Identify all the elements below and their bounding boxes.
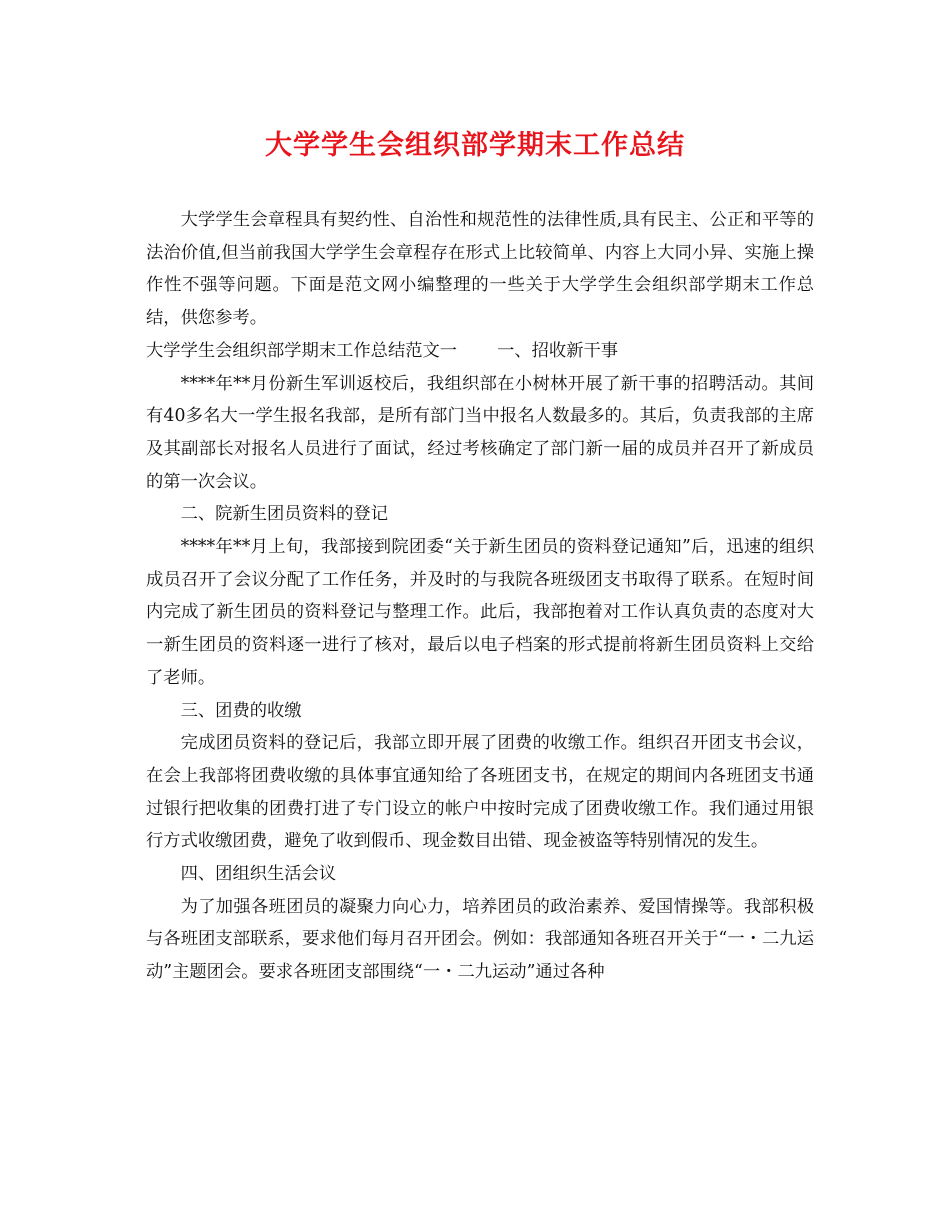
sample-heading: 大学学生会组织部学期末工作总结范文一 [146,340,458,361]
document-body [146,204,814,989]
sample-heading-line [146,335,814,368]
section2-paragraph: ****年**月上旬，我部接到院团委“关于新生团员的资料登记通知”后，迅速的组织成员召开了会议分配了工作任务，并及时的与我院各班级团支书取得了联系。在短时间内完成了新生团员的资料登记与整理工作。此后，我部抱着对工作认真负责的态度对大一新生团员的资料逐一进行了核对，最后以电子档案的形式提前将新生团员资料上交给了老师。 [146,537,814,688]
section2-heading: 二、院新生团员资料的登记 [180,504,388,525]
section4-paragraph: 为了加强各班团员的凝聚力向心力，培养团员的政治素养、爱国情操等。我部积极与各班团支部联系，要求他们每月召开团会。例如：我部通知各班召开关于“一・二九运动”主题团会。要求各班团支部围绕“一・二九运动”通过各种 [146,896,814,983]
section3-heading: 三、团费的收缴 [180,700,302,721]
document-title: 大学学生会组织部学期末工作总结 [265,130,685,161]
section4-heading: 四、团组织生活会议 [180,864,337,885]
section1-paragraph: ****年**月份新生军训返校后，我组织部在小树林开展了新干事的招聘活动。其间有40多名大一学生报名我部，是所有部门当中报名人数最多的。其后，负责我部的主席及其副部长对报名人员进行了面试，经过考核确定了部门新一届的成员并召开了新成员的第一次会议。 [146,373,814,492]
intro-paragraph: 大学学生会章程具有契约性、自治性和规范性的法律性质,具有民主、公正和平等的法治价值,但当前我国大学学生会章程存在形式上比较简单、内容上大同小异、实施上操作性不强等问题。下面是范文网小编整理的一些关于大学学生会组织部学期末工作总结，供您参考。 [146,210,814,329]
section3-paragraph: 完成团员资料的登记后，我部立即开展了团费的收缴工作。组织召开团支书会议，在会上我部将团费收缴的具体事宜通知给了各班团支书，在规定的期间内各班团支书通过银行把收集的团费打进了专门设立的帐户中按时完成了团费收缴工作。我们通过用银行方式收缴团费，避免了收到假币、现金数目出错、现金被盗等特别情况的发生。 [146,733,814,852]
section1-heading: 一、招收新干事 [497,340,619,361]
